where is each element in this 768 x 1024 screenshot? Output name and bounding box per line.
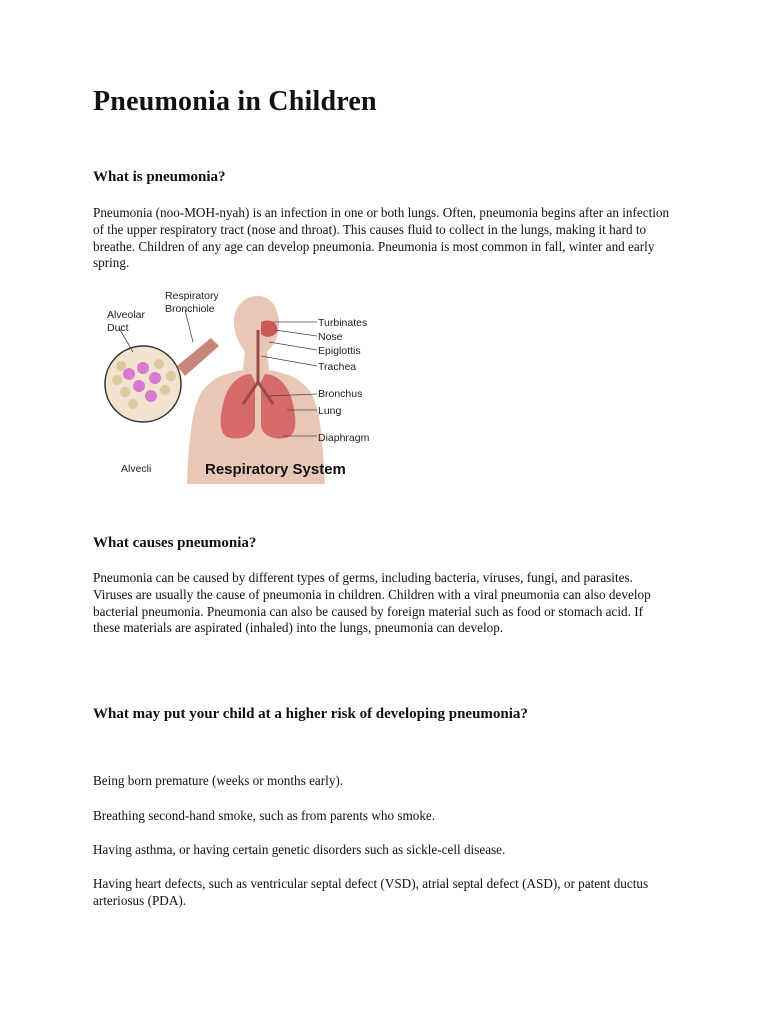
label-respiratory: Respiratory: [165, 290, 219, 302]
label-epiglottis: Epiglottis: [318, 345, 361, 357]
body-silhouette: [187, 296, 325, 484]
label-nose: Nose: [318, 331, 343, 343]
section-heading-causes: What causes pneumonia?: [93, 535, 257, 551]
label-alveolar: Alveolar: [107, 309, 145, 321]
respiratory-system-figure: [93, 286, 393, 484]
label-lung: Lung: [318, 405, 342, 417]
risk-item-smoke: Breathing second-hand smoke, such as from parents who smoke.: [93, 808, 436, 823]
label-duct: Duct: [107, 322, 129, 334]
label-alveoli: Alvecli: [121, 463, 152, 475]
figure-caption: Respiratory System: [205, 461, 346, 478]
page-title: Pneumonia in Children: [93, 86, 377, 117]
risk-item-heart-defects: Having heart defects, such as ventricular septal defect (VSD), atrial septal defect (ASD), or patent ductus arteriosus (PDA).: [93, 876, 649, 908]
section-body-what-is: Pneumonia (noo-MOH-nyah) is an infection in one or both lungs. Often, pneumonia begins after an infection of the upper respiratory tract (nose and throat). This causes fluid to collect in the lungs, making it hard to breathe. Children of any age can develop pneumonia. Pneumonia is most common in fall, winter and early spring.: [93, 205, 670, 271]
risk-item-premature: Being born premature (weeks or months early).: [93, 773, 344, 788]
label-trachea: Trachea: [318, 361, 357, 373]
section-heading-risk: What may put your child at a higher risk of developing pneumonia?: [93, 706, 528, 722]
section-heading-what-is: What is pneumonia?: [93, 169, 226, 185]
section-body-causes: Pneumonia can be caused by different types of germs, including bacteria, viruses, fungi, and parasites. Viruses are usually the cause of pneumonia in children. Children with a viral pneumonia can also develop bacterial pneumonia. Pneumonia can also be caused by foreign material such as food or stomach acid. If these materials are aspirated (inhaled) into the lungs, pneumonia can develop.: [93, 570, 651, 636]
label-bronchus: Bronchus: [318, 388, 363, 400]
respiratory-diagram: [93, 286, 393, 484]
label-bronchiole: Bronchiole: [165, 303, 215, 315]
bronchiole-tube: [177, 338, 219, 376]
risk-item-asthma: Having asthma, or having certain genetic disorders such as sickle-cell disease.: [93, 842, 506, 857]
label-turbinates: Turbinates: [318, 317, 368, 329]
label-diaphragm: Diaphragm: [318, 432, 370, 444]
